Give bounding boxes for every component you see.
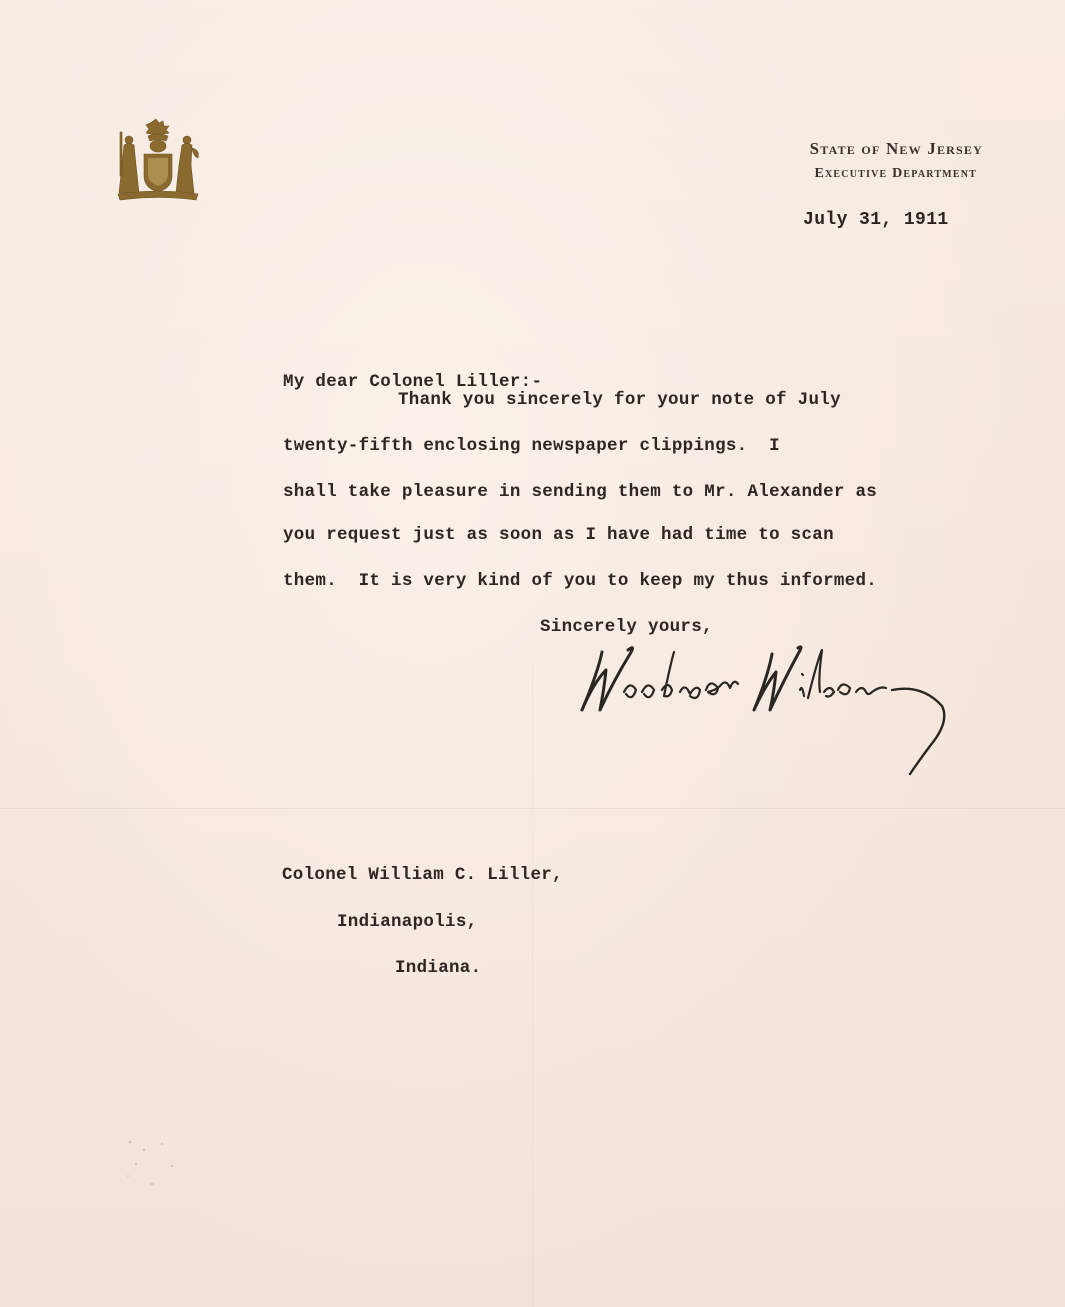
body-line-1: Thank you sincerely for your note of July [398, 390, 841, 410]
paper-fold-vertical [532, 660, 533, 1307]
letterhead-state: State of New Jersey [809, 139, 983, 158]
body-line-5: them. It is very kind of you to keep my thus informed. [283, 571, 878, 591]
salutation: My dear Colonel Liller:- [283, 372, 543, 392]
letter-date: July 31, 1911 [803, 210, 949, 230]
paper-specks [122, 1136, 192, 1196]
body-line-2: twenty-fifth enclosing newspaper clippings. I [283, 436, 780, 456]
body-line-4: you request just as soon as I have had time to scan [283, 525, 834, 545]
closing: Sincerely yours, [540, 617, 713, 637]
body-line-3: shall take pleasure in sending them to Mr. Alexander as [283, 482, 878, 502]
state-seal-icon [112, 118, 204, 204]
signature-icon [572, 640, 962, 795]
letterhead-department: Executive Department [814, 166, 977, 181]
address-city: Indianapolis, [337, 912, 478, 932]
letterhead [810, 138, 983, 184]
address-name: Colonel William C. Liller, [282, 865, 563, 885]
address-state: Indiana. [395, 958, 482, 978]
